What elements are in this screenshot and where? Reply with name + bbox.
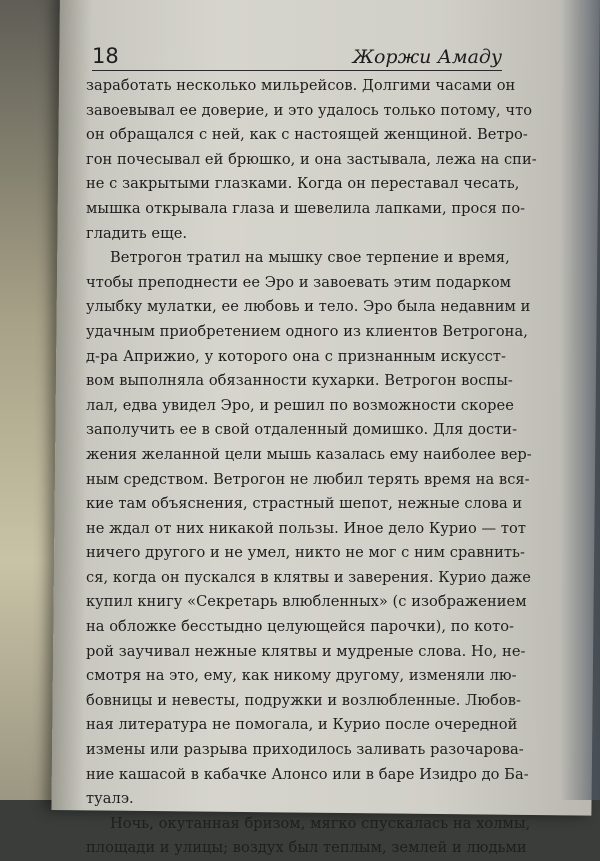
text-line: ная литература не помогала, и Курио после очередной: [86, 716, 518, 734]
text-line: улыбку мулатки, ее любовь и тело. Эро была недавним и: [86, 298, 531, 316]
text-line: лал, едва увидел Эро, и решил по возможности скорее: [86, 396, 514, 414]
text-line: Ветрогон тратил на мышку свое терпение и время,: [110, 249, 510, 267]
page-number: 18: [92, 44, 119, 68]
text-line: удачным приобретением одного из клиентов Ветрогона,: [86, 322, 528, 340]
text-line: кие там объяснения, страстный шепот, нежные слова и: [86, 495, 523, 513]
text-line: ным средством. Ветрогон не любил терять время на вся-: [86, 470, 530, 488]
body-text: [86, 74, 537, 861]
text-line: Ночь, окутанная бризом, мягко спускалась на холмы,: [110, 814, 531, 832]
text-line: смотря на это, ему, как никому другому, изменяли лю-: [86, 667, 517, 685]
text-line: завоевывал ее доверие, и это удалось только потому, что: [86, 101, 533, 119]
text-line: измены или разрыва приходилось заливать разочарова-: [86, 741, 524, 759]
text-line: площади и улицы; воздух был теплым, землей и людьми: [86, 839, 527, 857]
text-line: мышка открывала глаза и шевелила лапками, прося по-: [86, 199, 526, 217]
text-line: ничего другого и не умел, никто не мог с ним сравнить-: [86, 544, 526, 562]
text-line: ние кашасой в кабачке Алонсо или в баре Изидро до Ба-: [86, 765, 529, 783]
text-line: жения желанной цели мышь казалась ему наиболее вер-: [86, 445, 532, 463]
text-line: заработать несколько мильрейсов. Долгими часами он: [86, 77, 516, 94]
text-line: чтобы преподнести ее Эро и завоевать этим подарком: [86, 273, 512, 291]
text-line: бовницы и невесты, подружки и возлюбленные. Любов-: [86, 691, 522, 709]
page-header: [92, 38, 502, 71]
text-line: туалэ.: [86, 790, 134, 808]
text-line: купил книгу «Секретарь влюбленных» (с изображением: [86, 593, 527, 611]
text-line: гладить еще.: [86, 224, 188, 242]
text-line: д-ра Априжио, у которого она с признанным искусст-: [86, 347, 506, 365]
text-line: ся, когда он пускался в клятвы и заверения. Курио даже: [86, 568, 531, 586]
page-right-shadow: [560, 0, 600, 800]
text-line: гон почесывал ей брюшко, и она застывала, лежа на спи-: [86, 150, 537, 168]
text-line: он обращался с ней, как с настоящей женщиной. Ветро-: [86, 126, 528, 144]
text-line: рой заучивал нежные клятвы и мудреные слова. Но, не-: [86, 642, 526, 660]
running-title-author: Жоржи Амаду: [352, 46, 502, 68]
text-line: заполучить ее в свой отдаленный домишко. Для дости-: [86, 421, 518, 439]
text-line: не ждал от них никакой пользы. Иное дело Курио — тот: [86, 519, 526, 537]
text-line: вом выполняла обязанности кухарки. Ветрогон воспы-: [86, 372, 513, 390]
text-line: на обложке бесстыдно целующейся парочки), по кото-: [86, 618, 515, 636]
text-line: не с закрытыми глазками. Когда он переставал чесать,: [86, 175, 520, 193]
